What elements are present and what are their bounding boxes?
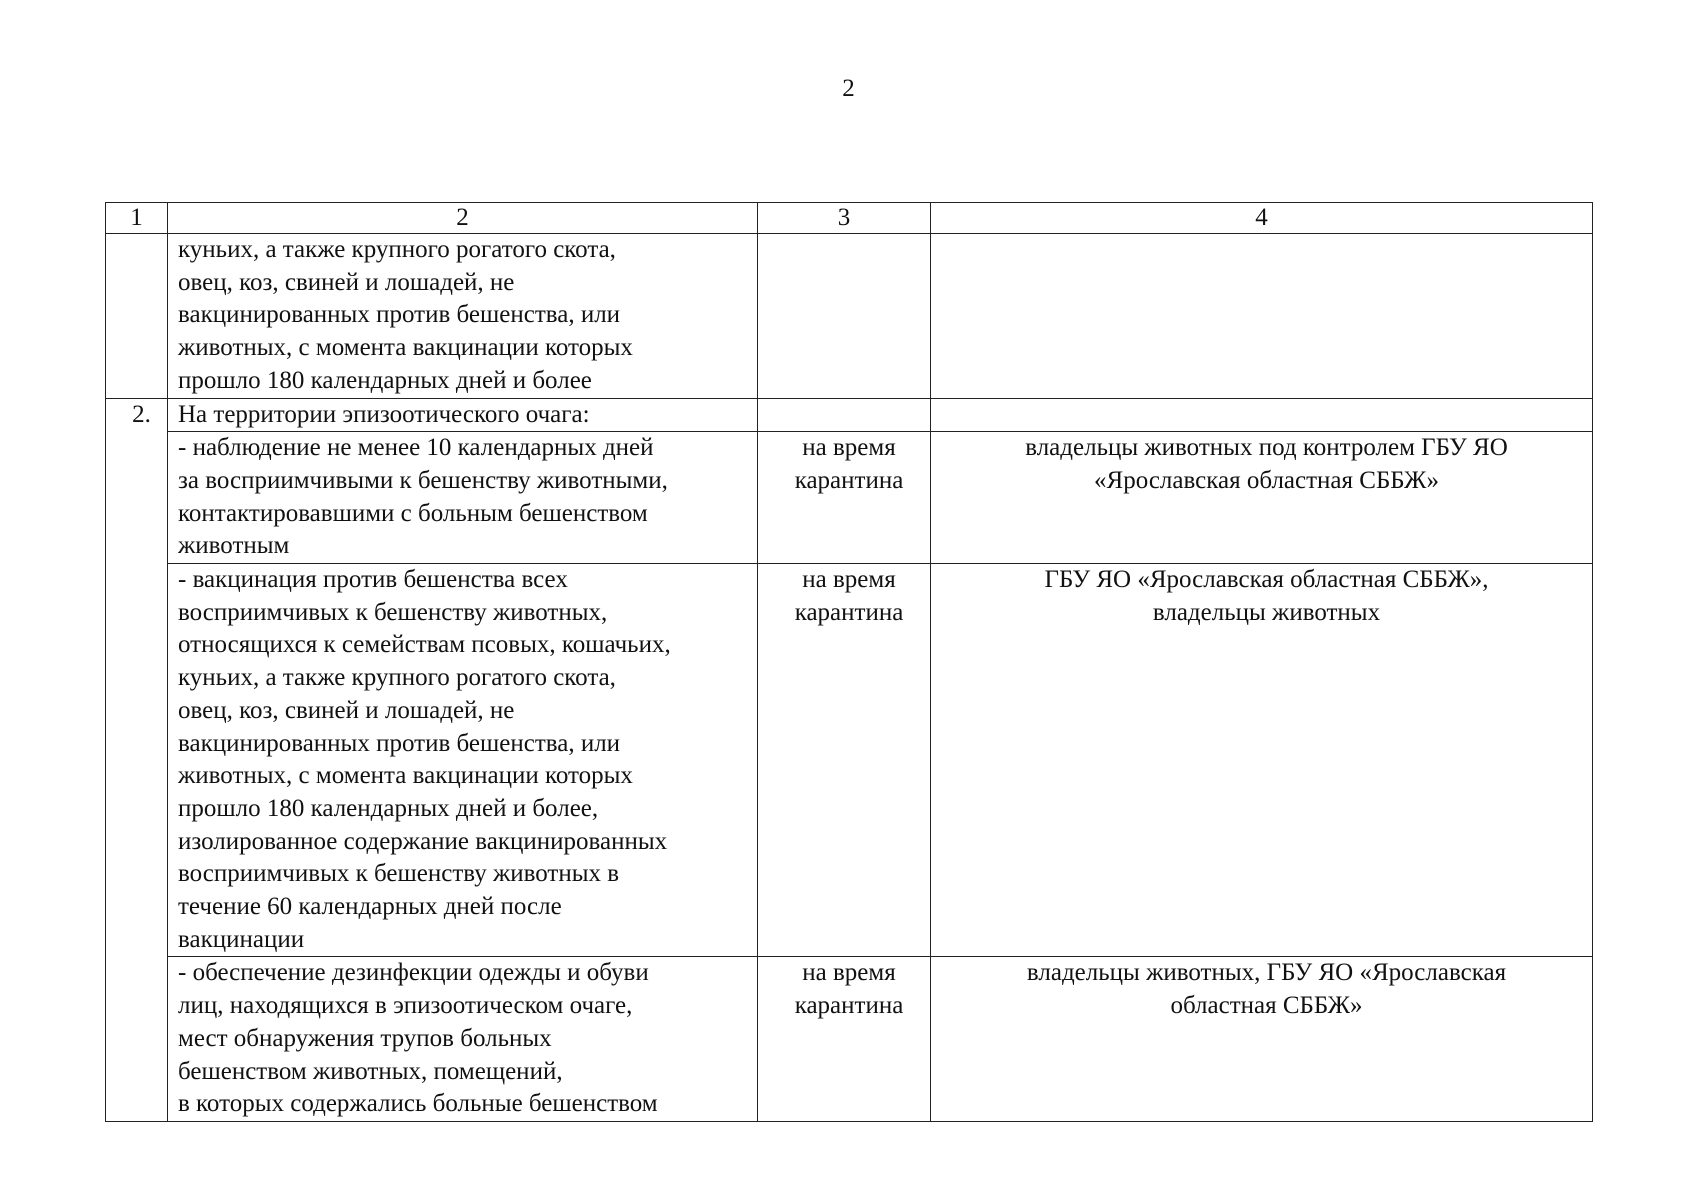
row-number <box>106 432 168 564</box>
period-cell <box>758 398 931 432</box>
responsible-cell <box>931 234 1593 399</box>
row-number <box>106 564 168 957</box>
table-row <box>106 432 1593 564</box>
measure-cell: - вакцинация против бешенства всех восприимчивых к бешенству животных, относящихся к семействам псовых, кошачьих, куньих, а также крупного рогатого скота, овец, коз, свиней и лошадей, не вакцинированных против бешенства, или животных, с момента вакцинации которых прошло 180 календарных дней и более, изолированное содержание вакцинированных восприимчивых к бешенству животных в течение 60 календарных дней после вакцинации <box>168 564 758 957</box>
table-row <box>106 564 1593 957</box>
page-number: 2 <box>842 75 855 102</box>
responsible-cell: владельцы животных, ГБУ ЯО «Ярославская областная СББЖ» <box>931 957 1593 1122</box>
period-cell: на время карантина <box>758 957 931 1122</box>
measure-cell: - обеспечение дезинфекции одежды и обуви лиц, находящихся в эпизоотическом очаге, мест обнаружения трупов больных бешенством животных, помещений, в которых содержались больные бешенством <box>168 957 758 1122</box>
measure-cell: - наблюдение не менее 10 календарных дней за восприимчивыми к бешенству животными, контактировавшими с больным бешенством животным <box>168 432 758 564</box>
responsible-cell: ГБУ ЯО «Ярославская областная СББЖ», владельцы животных <box>931 564 1593 957</box>
measures-table <box>105 202 1593 1122</box>
table-row <box>106 398 1593 432</box>
header-col-4: 4 <box>931 203 1593 234</box>
period-cell: на время карантина <box>758 432 931 564</box>
header-col-3: 3 <box>758 203 931 234</box>
measure-cell: куньих, а также крупного рогатого скота, овец, коз, свиней и лошадей, не вакцинированных против бешенства, или животных, с момента вакцинации которых прошло 180 календарных дней и более <box>168 234 758 399</box>
period-cell: на время карантина <box>758 564 931 957</box>
table-row <box>106 957 1593 1122</box>
row-number <box>106 234 168 399</box>
row-number <box>106 957 168 1122</box>
responsible-cell <box>931 398 1593 432</box>
responsible-cell: владельцы животных под контролем ГБУ ЯО «Ярославская областная СББЖ» <box>931 432 1593 564</box>
header-col-1: 1 <box>106 203 168 234</box>
table-header-row <box>106 203 1593 234</box>
section-heading-cell: На территории эпизоотического очага: <box>168 398 758 432</box>
header-col-2: 2 <box>168 203 758 234</box>
table-row <box>106 234 1593 399</box>
row-number: 2. <box>106 398 168 432</box>
period-cell <box>758 234 931 399</box>
